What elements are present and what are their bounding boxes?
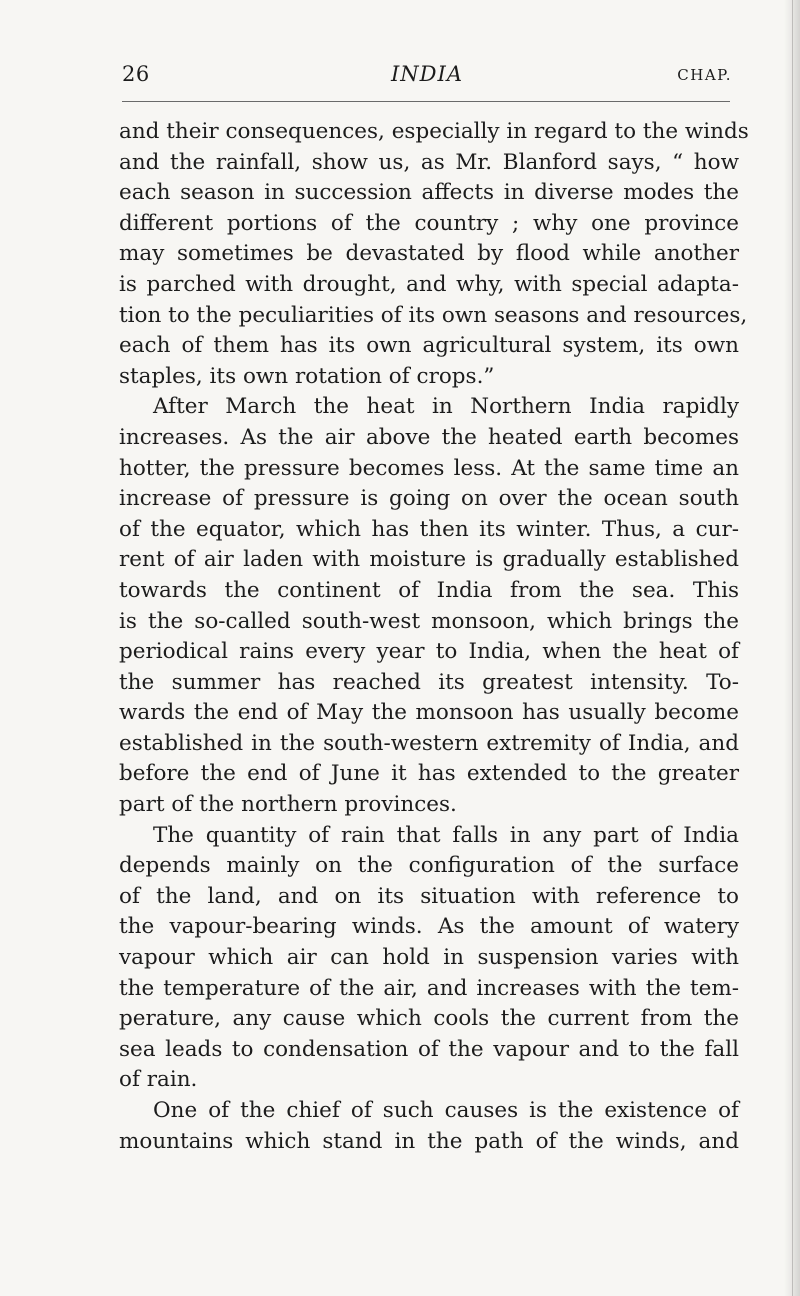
text-line: part of the northern provinces. xyxy=(119,792,457,818)
text-line: each of them has its own agricultural system, its own xyxy=(119,333,739,359)
text-line: and the rainfall, show us, as Mr. Blanford says, “ how xyxy=(119,149,739,175)
chapter-label: CHAP. xyxy=(677,66,732,84)
text-line: may sometimes be devastated by flood while another xyxy=(119,241,739,267)
text-line: towards the continent of India from the sea. This xyxy=(119,577,739,603)
text-line: sea leads to condensation of the vapour and to the fall xyxy=(119,1036,739,1062)
text-line: One of the chief of such causes is the existence of xyxy=(153,1098,739,1123)
text-line: increases. As the air above the heated earth becomes xyxy=(119,424,739,450)
header-rule xyxy=(122,101,730,102)
text-line: of the land, and on its situation with reference to xyxy=(119,883,739,909)
text-line: before the end of June it has extended to the greater xyxy=(119,761,739,787)
text-line: depends mainly on the configuration of the surface xyxy=(119,853,739,879)
text-line: established in the south-western extremity of India, and xyxy=(119,730,739,756)
text-line: wards the end of May the monsoon has usually become xyxy=(119,700,739,726)
text-line: rent of air laden with moisture is gradually established xyxy=(119,547,739,573)
text-line: staples, its own rotation of crops.” xyxy=(119,363,495,389)
text-line: tion to the peculiarities of its own seasons and resources, xyxy=(119,302,748,328)
text-line: of the equator, which has then its winter. Thus, a cur- xyxy=(119,516,739,542)
text-line: is parched with drought, and why, with special adapta- xyxy=(119,271,739,297)
text-line: different portions of the country ; why one province xyxy=(119,210,739,236)
text-line: The quantity of rain that falls in any part of India xyxy=(153,822,739,848)
text-line: the vapour-bearing winds. As the amount of watery xyxy=(119,914,739,940)
text-line: hotter, the pressure becomes less. At the same time an xyxy=(119,455,739,481)
text-line: the temperature of the air, and increases with the tem- xyxy=(119,975,739,1001)
page-number: 26 xyxy=(122,62,150,86)
text-line: After March the heat in Northern India rapidly xyxy=(153,394,739,420)
text-line: the summer has reached its greatest intensity. To- xyxy=(119,669,739,695)
text-line: each season in succession affects in diverse modes the xyxy=(119,180,739,206)
text-line: periodical rains every year to India, when the heat of xyxy=(119,639,739,665)
text-line: vapour which air can hold in suspension varies with xyxy=(119,945,739,971)
running-title: INDIA xyxy=(391,62,463,86)
text-line: and their consequences, especially in regard to the winds xyxy=(119,119,749,144)
text-line: increase of pressure is going on over the ocean south xyxy=(119,486,739,512)
running-header xyxy=(122,62,732,92)
body-text xyxy=(119,117,749,1157)
text-line: perature, any cause which cools the current from the xyxy=(119,1006,739,1032)
text-line: of rain. xyxy=(119,1067,198,1093)
text-line: is the so-called south-west monsoon, which brings the xyxy=(119,608,739,634)
page-edge-line xyxy=(792,0,793,1296)
text-line: mountains which stand in the path of the winds, and xyxy=(119,1128,739,1154)
